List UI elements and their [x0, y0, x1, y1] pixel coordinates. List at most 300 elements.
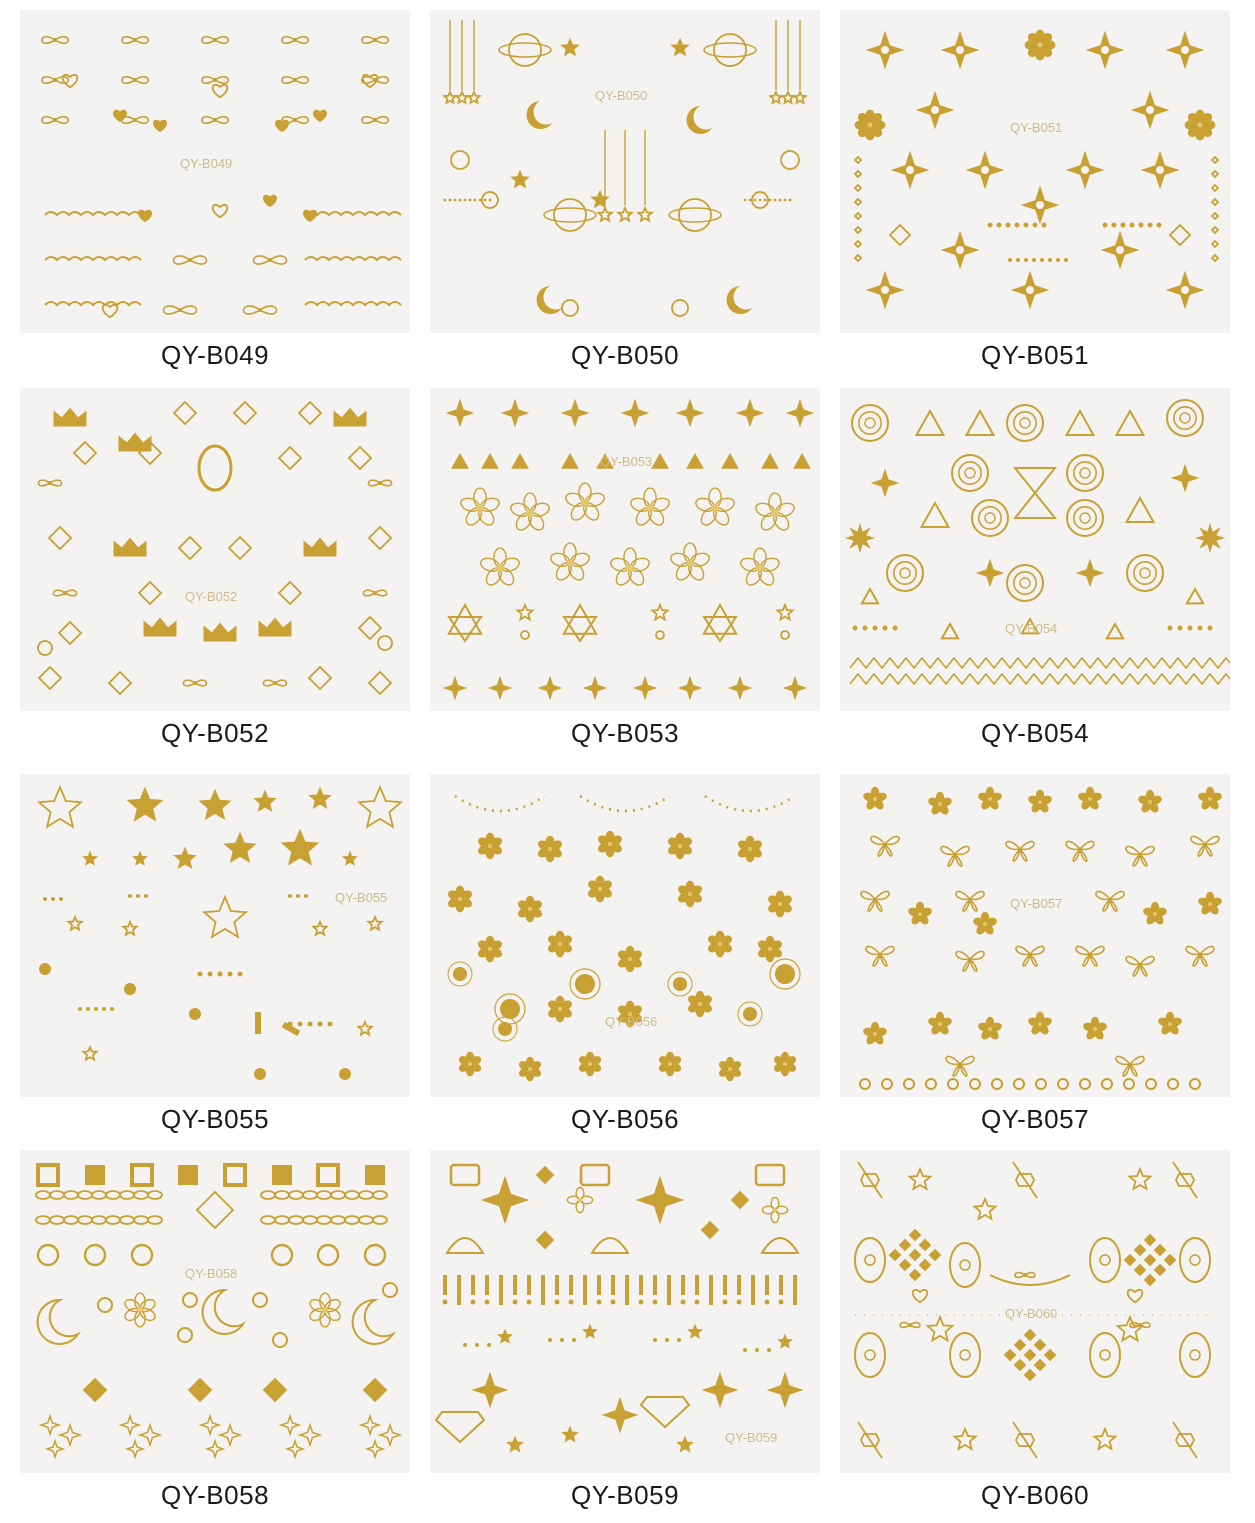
chain-icon — [36, 1191, 50, 1199]
diamond-icon — [1212, 185, 1218, 191]
dot-icon — [487, 1343, 491, 1347]
exclamation-icon — [611, 1275, 615, 1295]
diamond-icon — [299, 402, 321, 424]
dot-icon — [1040, 258, 1044, 262]
star-icon — [508, 1438, 521, 1451]
diamond-icon — [1015, 1360, 1025, 1370]
exclamation-icon — [443, 1275, 447, 1295]
bow-knot-icon — [273, 681, 277, 685]
dot-icon — [1130, 223, 1135, 228]
exclamation-dot-icon — [485, 1300, 490, 1305]
dot-icon — [463, 1343, 467, 1347]
sparkle-icon — [1078, 561, 1102, 585]
dot-icon — [189, 1008, 201, 1020]
heart-icon — [314, 111, 326, 121]
square-icon — [225, 1165, 245, 1185]
bow-knot-icon — [63, 591, 67, 595]
triangle-icon — [1127, 498, 1154, 522]
dot-icon — [755, 1348, 759, 1352]
diamond-icon — [1145, 1235, 1155, 1245]
butterfly-icon — [871, 836, 899, 856]
bow-knot-icon — [178, 308, 182, 312]
sparkle-center-icon — [906, 166, 914, 174]
square-icon — [365, 1165, 385, 1185]
dot-icon — [548, 1338, 552, 1342]
butterfly-icon — [1006, 841, 1034, 861]
baroque-frame-icon — [855, 1238, 885, 1282]
diamond-icon — [1155, 1265, 1165, 1275]
dot-icon — [665, 1338, 669, 1342]
star-icon — [84, 853, 95, 864]
bow-knot-icon — [133, 38, 137, 42]
exclamation-icon — [555, 1275, 559, 1295]
dot-icon — [489, 199, 492, 202]
dot-icon — [454, 199, 457, 202]
circle-icon — [383, 1283, 397, 1297]
flower-petal-icon — [509, 501, 531, 518]
diamond-icon — [279, 447, 301, 469]
triangle-icon — [1067, 411, 1094, 435]
triangle-icon — [1187, 589, 1203, 603]
circle-icon — [1190, 1350, 1200, 1360]
sparkle-icon — [367, 1441, 383, 1457]
sheet-code-label: QY-B058 — [160, 1480, 270, 1510]
sheet-imprint: QY-B056 — [605, 1014, 658, 1029]
sparkle-icon — [738, 401, 762, 425]
flower-center-icon — [628, 957, 632, 961]
diamond-icon — [279, 582, 301, 604]
sheet-code-label: QY-B060 — [980, 1480, 1090, 1510]
dot-icon — [1121, 223, 1126, 228]
diamond-icon — [229, 537, 251, 559]
flower-center-icon — [938, 802, 942, 806]
triangle-icon — [917, 411, 944, 435]
circle-icon — [1100, 1255, 1110, 1265]
flower-center-icon — [458, 897, 462, 901]
sheet-imprint: QY-B053 — [600, 454, 653, 469]
bow-knot-icon — [213, 118, 217, 122]
swirl-border-icon — [970, 1079, 980, 1089]
lace-scallop-icon — [45, 302, 141, 305]
flower-center-icon — [988, 1027, 992, 1031]
sparkle-center-icon — [1181, 46, 1189, 54]
diamond-icon — [364, 1379, 386, 1401]
chain-icon — [303, 1191, 317, 1199]
star-icon — [562, 40, 577, 55]
sheet-code-label: QY-B049 — [160, 340, 270, 370]
sparkle-icon — [281, 1416, 299, 1434]
dot-icon — [988, 223, 993, 228]
chain-icon — [120, 1216, 134, 1224]
dot-icon — [883, 626, 888, 631]
exclamation-icon — [597, 1275, 601, 1295]
sheet-code-label: QY-B052 — [160, 718, 270, 748]
flower-center-icon — [757, 565, 764, 572]
exclamation-icon — [709, 1275, 713, 1305]
baroque-frame-icon — [855, 1333, 885, 1377]
bow-knot-icon — [213, 78, 217, 82]
star-icon — [678, 1438, 691, 1451]
flower-center-icon — [468, 1062, 472, 1066]
triangle-icon — [1117, 411, 1144, 435]
sparkle-icon — [785, 678, 805, 698]
swirl-border-icon — [860, 1079, 870, 1089]
dot-icon — [1178, 626, 1183, 631]
crown-icon — [119, 433, 151, 451]
flower-center-icon — [873, 797, 877, 801]
sheet-code-label: QY-B050 — [570, 340, 680, 370]
star-icon — [517, 605, 532, 620]
oval-frame-icon — [199, 446, 231, 490]
sparkle-icon — [604, 1399, 636, 1431]
sheet-imprint: QY-B055 — [335, 890, 388, 905]
dot-icon — [1168, 626, 1173, 631]
circle-icon — [273, 1333, 287, 1347]
chain-icon — [359, 1216, 373, 1224]
chain-icon — [289, 1191, 303, 1199]
dot-icon — [743, 1348, 747, 1352]
diamond-icon — [1170, 225, 1190, 245]
sun-icon — [575, 974, 595, 994]
sparkle-center-icon — [1156, 166, 1164, 174]
square-icon — [318, 1165, 338, 1185]
bow-knot-icon — [293, 78, 297, 82]
dot-icon — [873, 626, 878, 631]
dot-icon — [208, 972, 213, 977]
sticker-sheet — [840, 388, 1230, 711]
diamond-icon — [1025, 1330, 1035, 1340]
flower-center-icon — [477, 505, 484, 512]
diamond-icon — [74, 442, 96, 464]
flower-petal-icon — [564, 491, 586, 508]
sticker-art — [840, 774, 1230, 1097]
sparkle-icon — [140, 1425, 160, 1445]
dot-icon — [1024, 258, 1028, 262]
dot-icon — [1008, 258, 1012, 262]
flower-center-icon — [687, 560, 694, 567]
flower-center-icon — [588, 1062, 592, 1066]
dot-icon — [677, 1338, 681, 1342]
chain-icon — [261, 1191, 275, 1199]
diamond-icon — [537, 1232, 553, 1248]
dot-icon — [479, 199, 482, 202]
butterfly-icon — [1126, 846, 1154, 866]
diamond-icon — [1212, 241, 1218, 247]
triangle-icon — [967, 411, 994, 435]
lace-scallop-icon — [305, 257, 401, 260]
star-icon — [123, 922, 136, 935]
flower-center-icon — [772, 510, 779, 517]
exclamation-dot-icon — [513, 1300, 518, 1305]
hexagram-icon — [449, 617, 481, 641]
circle-icon — [985, 513, 995, 523]
sticker-sheet — [20, 388, 410, 711]
swirl-border-icon — [1014, 1079, 1024, 1089]
circle-icon — [781, 631, 789, 639]
diamond-icon — [910, 1230, 920, 1240]
lace-scallop-icon — [45, 257, 141, 260]
swirl-border-icon — [948, 1079, 958, 1089]
flower-center-icon — [778, 902, 782, 906]
exclamation-dot-icon — [723, 1300, 728, 1305]
swirl-border-icon — [1124, 1079, 1134, 1089]
sheet-imprint: QY-B052 — [185, 589, 238, 604]
sparkle-icon — [127, 1441, 143, 1457]
flower-center-icon — [718, 942, 722, 946]
exclamation-icon — [695, 1275, 699, 1295]
flower-center-icon — [598, 887, 602, 891]
flower-center-icon — [488, 947, 492, 951]
circle-icon — [672, 300, 688, 316]
star-icon — [1130, 1169, 1151, 1189]
flower-center-icon — [137, 1307, 143, 1313]
flower-center-icon — [768, 947, 772, 951]
dot-icon — [110, 1007, 114, 1011]
chain-icon — [289, 1216, 303, 1224]
diamond-icon — [59, 622, 81, 644]
flower-petal-icon — [754, 501, 776, 518]
heart-icon — [213, 85, 228, 97]
star-icon — [176, 849, 195, 867]
exclamation-icon — [499, 1275, 503, 1305]
sparkle-icon — [540, 678, 560, 698]
flower-petal-icon — [524, 493, 536, 512]
circle-icon — [178, 1328, 192, 1342]
chain-icon — [134, 1191, 148, 1199]
flower-center-icon — [1088, 797, 1092, 801]
circle-icon — [1007, 405, 1043, 441]
diamond-icon — [174, 402, 196, 424]
planet-ring-icon — [669, 208, 721, 222]
dot-icon — [789, 199, 792, 202]
chain-icon — [331, 1191, 345, 1199]
heart-icon — [154, 121, 166, 131]
sparkle-center-icon — [1181, 286, 1189, 294]
chain-icon — [50, 1216, 64, 1224]
diamond-icon — [702, 1222, 718, 1238]
star-icon — [134, 853, 145, 864]
sparkle-icon — [445, 678, 465, 698]
triangle-icon — [564, 605, 596, 634]
exclamation-icon — [457, 1275, 461, 1305]
circle-icon — [1067, 500, 1103, 536]
circle-icon — [378, 636, 392, 650]
dot-icon — [94, 1007, 98, 1011]
dot-icon — [1024, 223, 1029, 228]
seashell-icon — [592, 1238, 628, 1253]
diamond-icon — [139, 582, 161, 604]
sparkle-icon — [474, 1374, 506, 1406]
dot-icon — [1139, 223, 1144, 228]
dot-icon — [474, 199, 477, 202]
butterfly-icon — [1096, 891, 1124, 911]
circle-icon — [1140, 568, 1150, 578]
sticker-art — [20, 388, 410, 711]
star-icon — [368, 917, 381, 930]
diamond-icon — [309, 667, 331, 689]
star-icon — [955, 1429, 976, 1449]
chain-icon — [317, 1191, 331, 1199]
sparkle-icon — [788, 401, 812, 425]
circle-icon — [38, 1245, 58, 1265]
star-icon — [652, 605, 667, 620]
diamond-icon — [1015, 1340, 1025, 1350]
bow-knot-icon — [293, 118, 297, 122]
sheet-imprint: QY-B050 — [595, 88, 648, 103]
circle-icon — [960, 1260, 970, 1270]
triangle-icon — [723, 455, 737, 468]
sticker-art — [430, 10, 820, 333]
heart-icon — [114, 111, 126, 121]
flower-petal-icon — [739, 556, 761, 573]
star-icon — [1118, 1317, 1143, 1341]
exclamation-icon — [793, 1275, 797, 1305]
exclamation-icon — [653, 1275, 657, 1295]
flower-petal-icon — [549, 551, 571, 568]
circle-icon — [894, 562, 916, 584]
diamond-icon — [349, 447, 371, 469]
star-icon — [618, 208, 631, 221]
sticker-art — [430, 1150, 820, 1473]
sticker-sheet — [20, 774, 410, 1097]
baroque-frame-icon — [1180, 1333, 1210, 1377]
diamond-icon — [359, 617, 381, 639]
sun-icon — [743, 1007, 757, 1021]
star-icon — [468, 92, 479, 103]
sparkle-icon — [585, 678, 605, 698]
star-icon — [313, 922, 326, 935]
flower-petal-icon — [669, 551, 691, 568]
diamond-icon — [1035, 1340, 1045, 1350]
square-icon — [272, 1165, 292, 1185]
diamond-icon — [1045, 1350, 1055, 1360]
circle-icon — [1174, 407, 1196, 429]
swirl-border-icon — [1036, 1079, 1046, 1089]
swirl-border-icon — [904, 1079, 914, 1089]
swirl-border-icon — [1168, 1079, 1178, 1089]
flower-center-icon — [527, 510, 534, 517]
sticker-sheet — [430, 10, 820, 333]
dot-icon — [853, 626, 858, 631]
dot-icon — [484, 199, 487, 202]
bow-knot-icon — [373, 118, 377, 122]
flower-center-icon — [558, 942, 562, 946]
diamond-icon — [1135, 1245, 1145, 1255]
circle-icon — [960, 1350, 970, 1360]
sparkle-center-icon — [881, 46, 889, 54]
sparkle-icon — [623, 401, 647, 425]
dot-icon — [102, 1007, 106, 1011]
seashell-icon — [447, 1238, 483, 1253]
flower-center-icon — [1168, 1022, 1172, 1026]
chain-icon — [275, 1191, 289, 1199]
diamond-icon — [179, 537, 201, 559]
chain-icon — [64, 1216, 78, 1224]
dot-icon — [469, 199, 472, 202]
star-icon — [782, 92, 793, 103]
circle-icon — [1074, 462, 1096, 484]
bow-knot-icon — [133, 78, 137, 82]
dot-icon — [1033, 223, 1038, 228]
sparkle-center-icon — [1036, 201, 1044, 209]
dot-icon — [475, 1343, 479, 1347]
circle-icon — [85, 1245, 105, 1265]
sticker-art — [430, 774, 820, 1097]
circle-icon — [272, 1245, 292, 1265]
flower-petal-icon — [762, 1206, 774, 1214]
exclamation-dot-icon — [471, 1300, 476, 1305]
exclamation-dot-icon — [555, 1300, 560, 1305]
exclamation-dot-icon — [443, 1300, 448, 1305]
dot-icon — [1006, 223, 1011, 228]
dot-icon — [288, 894, 292, 898]
circle-icon — [1127, 555, 1163, 591]
chain-icon — [120, 1191, 134, 1199]
heart-icon — [913, 1290, 928, 1302]
diamond-icon — [1212, 157, 1218, 163]
chain-icon — [78, 1216, 92, 1224]
butterfly-icon — [1191, 836, 1219, 856]
sticker-sheet — [430, 1150, 820, 1473]
sticker-art — [20, 1150, 410, 1473]
star-icon — [672, 40, 687, 55]
star-icon — [794, 92, 805, 103]
flower-center-icon — [698, 1002, 702, 1006]
triangle-icon — [922, 503, 949, 527]
circle-icon — [952, 455, 988, 491]
dot-icon — [39, 963, 51, 975]
dot-icon — [653, 1338, 657, 1342]
sticker-sheet — [430, 774, 820, 1097]
sheet-imprint: QY-B057 — [1010, 896, 1063, 911]
sticker-sheet — [20, 10, 410, 333]
sticker-sheet — [430, 388, 820, 711]
flower-center-icon — [668, 1062, 672, 1066]
diamond-icon — [189, 1379, 211, 1401]
circle-icon — [1067, 455, 1103, 491]
diamond-icon — [1165, 1255, 1175, 1265]
dot-icon — [1208, 626, 1213, 631]
square-icon — [85, 1165, 105, 1185]
circle-icon — [1014, 412, 1036, 434]
exclamation-dot-icon — [765, 1300, 770, 1305]
exclamation-icon — [681, 1275, 685, 1295]
garland-icon — [455, 796, 545, 811]
chain-icon — [92, 1191, 106, 1199]
dot-icon — [1112, 223, 1117, 228]
circle-icon — [972, 500, 1008, 536]
circle-icon — [1167, 400, 1203, 436]
butterfly-icon — [941, 846, 969, 866]
diamond-icon — [1005, 1350, 1015, 1360]
sticker-sheet — [840, 774, 1230, 1097]
star-icon — [83, 1047, 96, 1060]
sparkle-icon — [47, 1441, 63, 1457]
lace-scallop-icon — [305, 212, 401, 215]
flower-petal-icon — [644, 488, 656, 507]
flower-petal-icon — [564, 543, 576, 562]
triangle-icon — [453, 455, 467, 468]
sparkle-center-icon — [956, 46, 964, 54]
diamond-icon — [855, 199, 861, 205]
bow-knot-icon — [213, 38, 217, 42]
crown-icon — [54, 408, 86, 426]
flower-center-icon — [728, 1067, 732, 1071]
sparkle-icon — [680, 678, 700, 698]
crown-icon — [334, 408, 366, 426]
circle-icon — [959, 462, 981, 484]
dot-icon — [228, 972, 233, 977]
